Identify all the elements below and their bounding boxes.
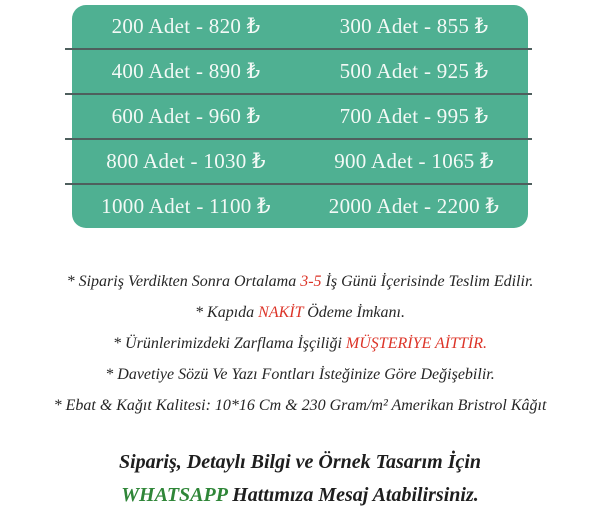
whatsapp-label: WHATSAPP bbox=[121, 484, 228, 506]
cta-line-2 bbox=[0, 483, 600, 507]
cta-line-2-rest: Hattımıza Mesaj Atabilirsiniz. bbox=[227, 484, 479, 506]
note-text: * Kapıda bbox=[195, 304, 259, 321]
price-cell: 800 Adet - 1030 ₺ bbox=[106, 149, 266, 173]
price-cell: 300 Adet - 855 ₺ bbox=[339, 14, 489, 38]
price-cell: 600 Adet - 960 ₺ bbox=[111, 104, 261, 128]
price-cell: 900 Adet - 1065 ₺ bbox=[334, 149, 494, 173]
note-highlight: 3-5 bbox=[300, 273, 322, 290]
table-row bbox=[72, 95, 528, 138]
price-cell: 700 Adet - 995 ₺ bbox=[339, 104, 489, 128]
price-cell: 400 Adet - 890 ₺ bbox=[111, 59, 261, 83]
note-line-3 bbox=[0, 334, 600, 354]
table-row bbox=[72, 50, 528, 93]
cta-line-1: Sipariş, Detaylı Bilgi ve Örnek Tasarım İçin bbox=[118, 451, 482, 473]
note-highlight: NAKİT bbox=[258, 304, 304, 321]
note-text: İş Günü İçerisinde Teslim Edilir. bbox=[321, 273, 534, 290]
table-row bbox=[72, 140, 528, 183]
price-table bbox=[72, 5, 528, 228]
price-cell: 500 Adet - 925 ₺ bbox=[339, 59, 489, 83]
note-line-2 bbox=[0, 303, 600, 323]
price-cell: 2000 Adet - 2200 ₺ bbox=[328, 194, 500, 218]
note-text: Ödeme İmkanı. bbox=[303, 304, 405, 321]
note-highlight: MÜŞTERİYE AİTTİR. bbox=[345, 335, 487, 352]
note-line-1 bbox=[0, 272, 600, 292]
price-cell: 1000 Adet - 1100 ₺ bbox=[101, 194, 271, 218]
price-cell: 200 Adet - 820 ₺ bbox=[111, 14, 261, 38]
note-text: * Ürünlerimizdeki Zarflama İşçiliği bbox=[113, 335, 346, 352]
note-line-5: * Ebat & Kağıt Kalitesi: 10*16 Cm & 230 Gram/m² Amerikan Bristrol Kâğıt bbox=[53, 397, 547, 414]
note-text: * Sipariş Verdikten Sonra Ortalama bbox=[66, 273, 301, 290]
table-row bbox=[72, 5, 528, 48]
cta-section bbox=[0, 450, 600, 516]
notes-section bbox=[0, 272, 600, 427]
note-line-4: * Davetiye Sözü Ve Yazı Fontları İsteğinize Göre Değişebilir. bbox=[105, 366, 495, 383]
table-row bbox=[72, 185, 528, 228]
